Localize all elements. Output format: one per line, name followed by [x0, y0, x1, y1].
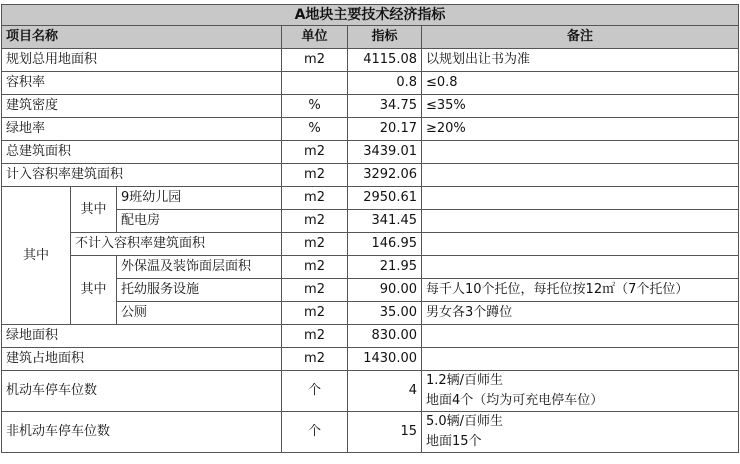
row-value: 90.00: [348, 279, 422, 302]
table-row: [2, 371, 739, 412]
note-line: 地面15个: [426, 434, 482, 449]
row-unit: m2: [282, 49, 348, 72]
row-note: [422, 325, 739, 348]
header-item: 项目名称: [2, 26, 282, 49]
row-value: 1430.00: [348, 348, 422, 371]
row-unit: m2: [282, 210, 348, 233]
row-value: 0.8: [348, 72, 422, 95]
row-unit: %: [282, 118, 348, 141]
table-row: [2, 348, 739, 371]
row-note: ≤35%: [422, 95, 739, 118]
row-name: 外保温及装饰面层面积: [117, 256, 282, 279]
row-note: [422, 187, 739, 210]
row-unit: m2: [282, 348, 348, 371]
row-note: 以规划出让书为准: [422, 49, 739, 72]
row-unit: m2: [282, 233, 348, 256]
row-value: 35.00: [348, 302, 422, 325]
row-name: 计入容积率建筑面积: [2, 164, 282, 187]
header-unit: 单位: [282, 26, 348, 49]
row-value: 15: [348, 412, 422, 453]
group-label-qizhong: 其中: [2, 187, 71, 325]
row-note: 男女各3个蹲位: [422, 302, 739, 325]
subgroup-label-qizhong: 其中: [71, 187, 117, 233]
table-row: [2, 118, 739, 141]
row-value: 3439.01: [348, 141, 422, 164]
row-note: [422, 348, 739, 371]
row-value: 146.95: [348, 233, 422, 256]
row-note: [422, 371, 739, 412]
row-name: 建筑密度: [2, 95, 282, 118]
row-name: 容积率: [2, 72, 282, 95]
note-line: 1.2辆/百师生: [426, 373, 504, 388]
row-value: 2950.61: [348, 187, 422, 210]
row-unit: m2: [282, 256, 348, 279]
table-row: [2, 412, 739, 453]
table-row: [2, 164, 739, 187]
row-note: [422, 256, 739, 279]
table-row: [2, 325, 739, 348]
row-value: 21.95: [348, 256, 422, 279]
row-name: 绿地面积: [2, 325, 282, 348]
row-value: 3292.06: [348, 164, 422, 187]
row-unit: 个: [282, 412, 348, 453]
row-value: 341.45: [348, 210, 422, 233]
row-unit: 个: [282, 371, 348, 412]
row-note: [422, 210, 739, 233]
row-name: 不计入容积率建筑面积: [71, 233, 282, 256]
row-name: 总建筑面积: [2, 141, 282, 164]
header-value: 指标: [348, 26, 422, 49]
row-value: 34.75: [348, 95, 422, 118]
table-row: [2, 95, 739, 118]
table-row: [2, 49, 739, 72]
table-row: [2, 256, 739, 279]
table-row: [2, 72, 739, 95]
table-row: [2, 233, 739, 256]
row-unit: m2: [282, 141, 348, 164]
row-note: ≥20%: [422, 118, 739, 141]
row-value: 4115.08: [348, 49, 422, 72]
row-name: 非机动车停车位数: [2, 412, 282, 453]
row-unit: m2: [282, 279, 348, 302]
row-note: [422, 412, 739, 453]
header-note: 备注: [422, 26, 739, 49]
row-name: 9班幼儿园: [117, 187, 282, 210]
table-row: [2, 141, 739, 164]
row-note: [422, 164, 739, 187]
row-note: [422, 141, 739, 164]
table-title: A地块主要技术经济指标: [2, 5, 739, 26]
note-line: 地面4个（均为可充电停车位）: [426, 393, 604, 408]
row-name: 公厕: [117, 302, 282, 325]
row-value: 20.17: [348, 118, 422, 141]
row-unit: m2: [282, 164, 348, 187]
row-unit: m2: [282, 302, 348, 325]
row-note: [422, 233, 739, 256]
header-row: [2, 26, 739, 49]
row-name: 配电房: [117, 210, 282, 233]
row-name: 托幼服务设施: [117, 279, 282, 302]
row-note: ≤0.8: [422, 72, 739, 95]
row-name: 机动车停车位数: [2, 371, 282, 412]
table-row: [2, 187, 739, 210]
row-name: 规划总用地面积: [2, 49, 282, 72]
row-value: 830.00: [348, 325, 422, 348]
indicator-table: [1, 4, 739, 453]
row-unit: m2: [282, 325, 348, 348]
row-note: 每千人10个托位，每托位按12㎡（7个托位）: [422, 279, 739, 302]
subgroup-label-qizhong: 其中: [71, 256, 117, 325]
note-line: 5.0辆/百师生: [426, 414, 504, 429]
row-value: 4: [348, 371, 422, 412]
row-name: 建筑占地面积: [2, 348, 282, 371]
row-unit: %: [282, 95, 348, 118]
row-name: 绿地率: [2, 118, 282, 141]
row-unit: [282, 72, 348, 95]
row-unit: m2: [282, 187, 348, 210]
